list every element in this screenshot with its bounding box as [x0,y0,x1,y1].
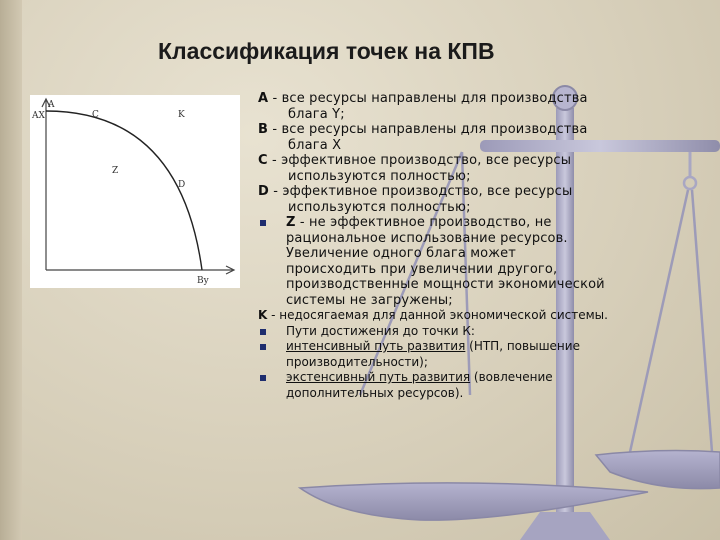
intensive-path-text: (НТП, повышение [465,339,580,353]
classification-text [258,91,678,401]
point-d-line [258,184,678,200]
extensive-path-text: (вовлечение [470,370,553,384]
point-a-line [258,91,678,107]
intensive-path-link-text: интенсивный путь развития [286,339,466,353]
scales-right-ring [684,177,696,189]
point-z-text: - не эффективное производство, не [295,215,552,230]
point-a-letter: A [258,91,269,106]
point-z-text-cont: системы не загружены; [286,292,453,308]
extensive-path-item [258,370,678,386]
point-z-text-cont: происходить при увеличении другого, [286,261,558,277]
point-b-text-cont: блага X [288,137,342,153]
point-z-letter: Z [286,215,296,230]
point-d-text-cont: используются полностью; [288,199,471,215]
point-b-text: - все ресурсы направлены для производства [268,122,588,137]
point-b-letter: B [258,122,269,137]
extensive-path-text-cont: дополнительных ресурсов). [286,385,464,400]
scales-chain [692,190,712,452]
point-a-text-cont: блага Y; [288,106,345,122]
point-z-text-cont: производственные мощности экономической [286,277,605,292]
point-c-letter: C [258,153,268,168]
point-c-text: - эффективное производство, все ресурсы [267,153,572,168]
label-z: Z [112,166,119,176]
point-z-text-cont: Увеличение одного блага может [286,246,517,261]
point-a-text: - все ресурсы направлены для производства [268,91,588,106]
label-c: C [92,110,99,120]
point-k-line [258,308,678,324]
intensive-path-item [258,339,678,355]
point-c-text-cont: используются полностью; [288,168,471,184]
point-b-line [258,122,678,138]
slide-title: Классификация точек на КПВ [158,38,495,64]
paths-to-k-item: Пути достижения до точки К: [258,324,678,340]
point-z-line [258,215,678,231]
label-d: D [178,180,186,190]
label-a: A [48,100,55,110]
scales-left-pan [300,483,648,520]
point-d-text: - эффективное производство, все ресурсы [268,184,573,199]
extensive-path-link-text: экстенсивный путь развития [286,370,471,384]
label-by: By [197,276,209,286]
point-k-text: - недосягаемая для данной экономической системы. [267,308,608,322]
ppf-diagram [30,95,240,288]
point-z-text-cont: рациональное использование ресурсов. [286,230,568,246]
point-d-letter: D [258,184,269,199]
intensive-path-text-cont: производительности); [286,354,428,369]
scales-base [520,512,610,540]
label-k: K [178,110,185,120]
scales-right-pan [596,451,720,489]
label-ax: AX [32,111,45,121]
point-c-line [258,153,678,169]
point-k-letter: K [258,308,268,322]
